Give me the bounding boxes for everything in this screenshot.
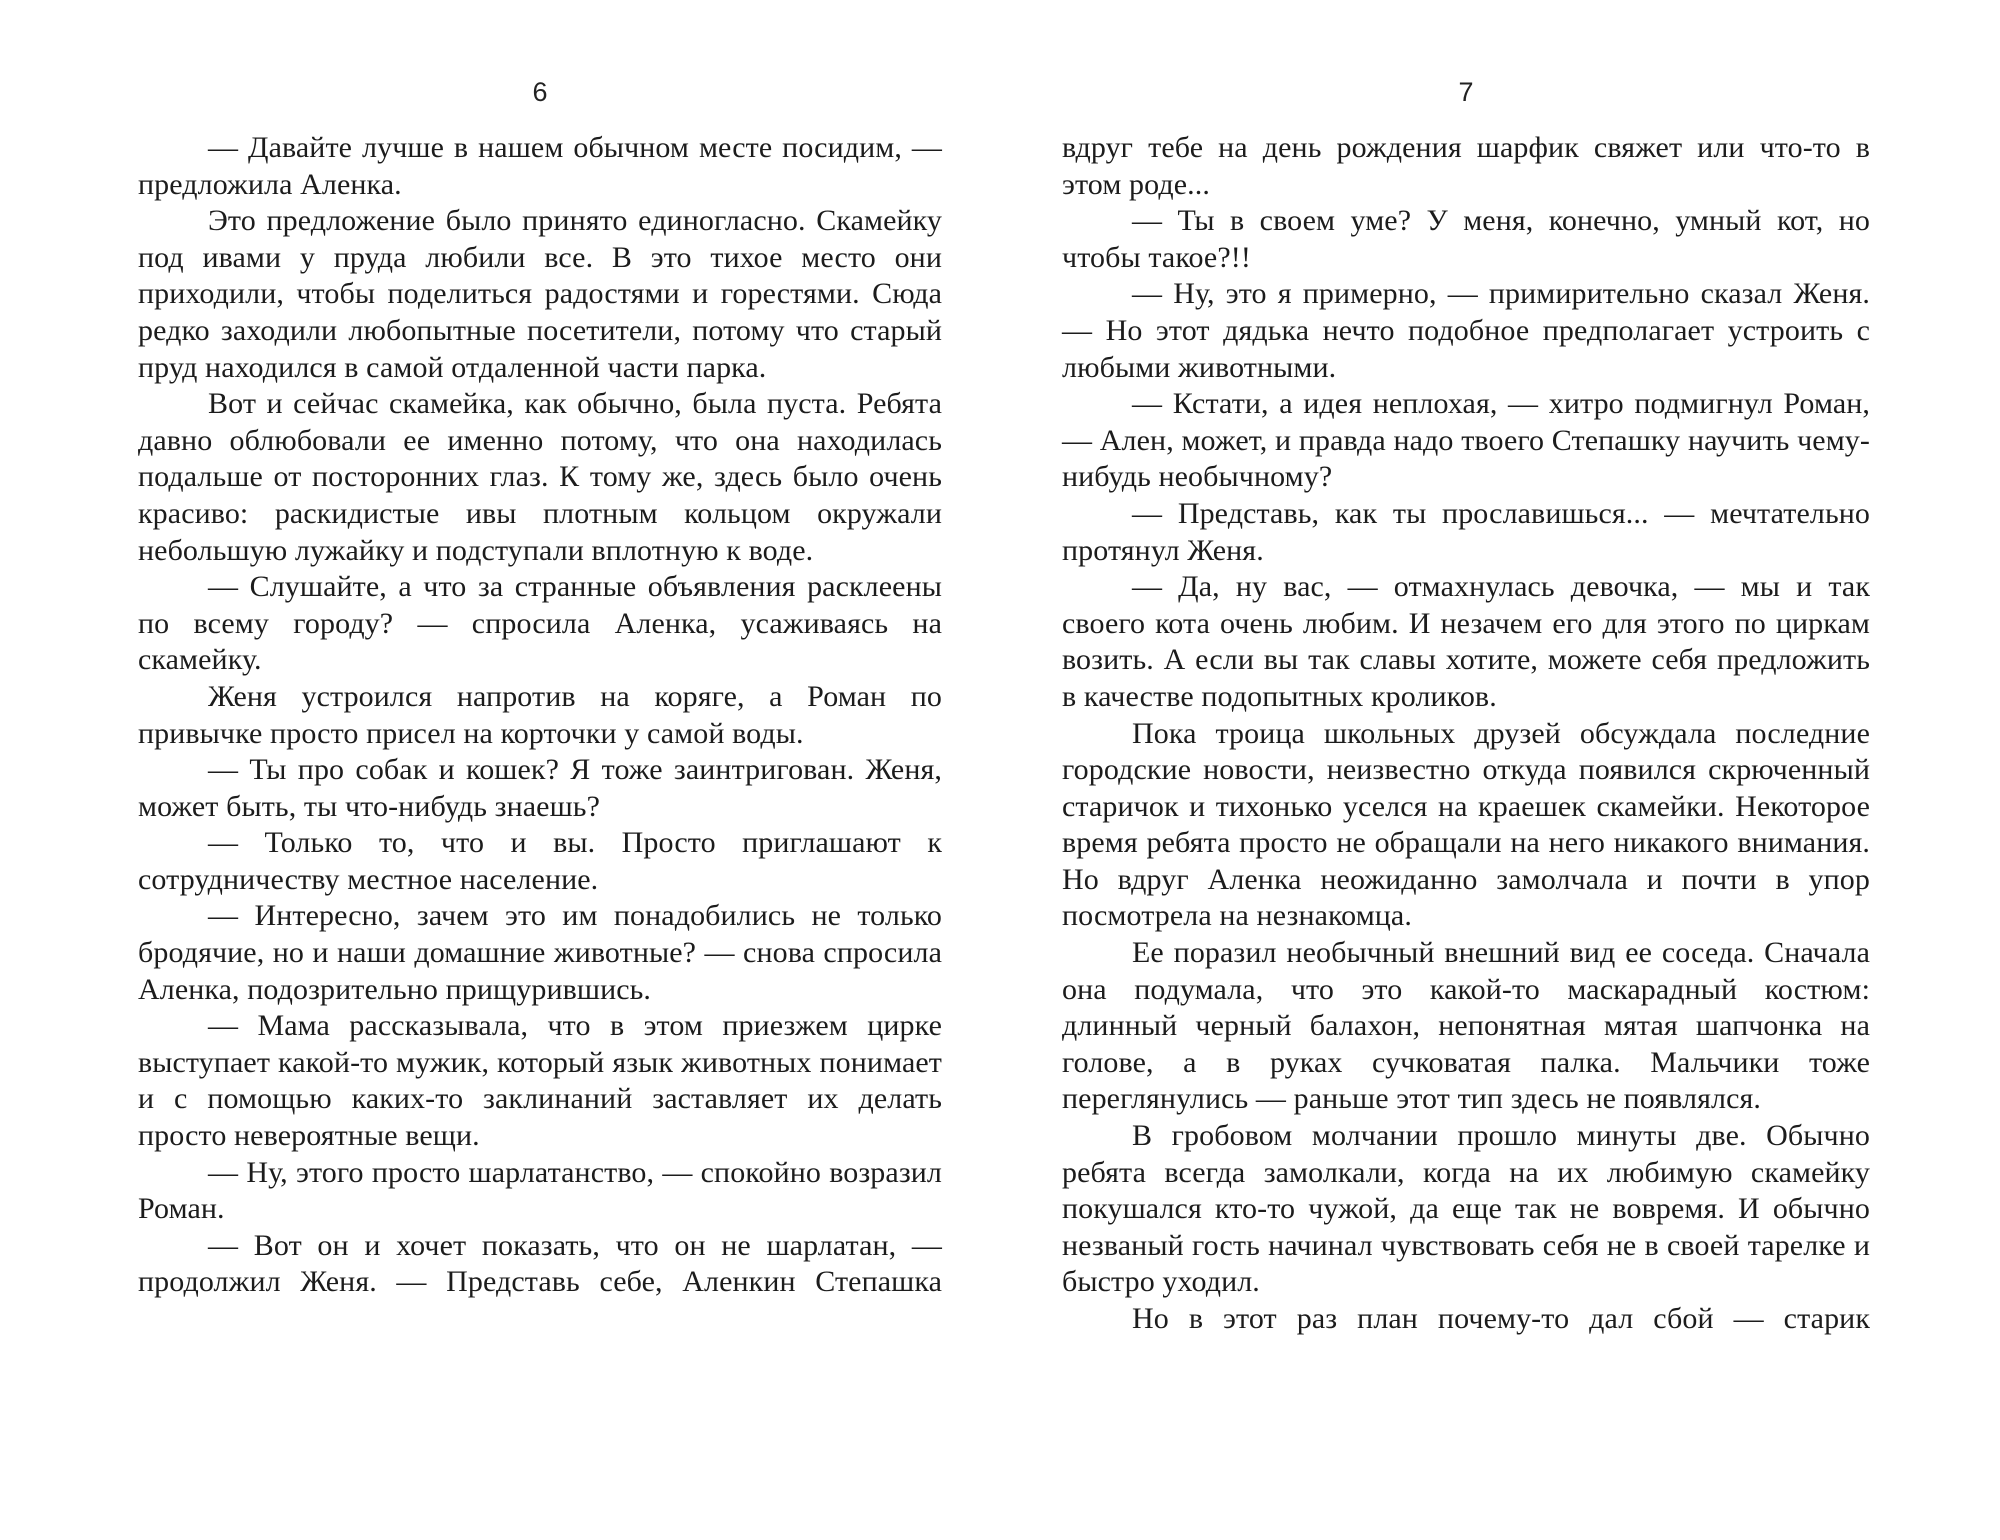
paragraph: — Представь, как ты прославишься... — мечтательно протянул Женя. (1062, 496, 1870, 567)
paragraph: вдруг тебе на день рождения шарфик свяжет или что-то в этом роде... (1062, 131, 1870, 201)
paragraph: — Ну, этого просто шарлатанство, — спокойно возразил Роман. (138, 1155, 942, 1226)
paragraph: — Ну, это я примерно, — примирительно сказал Женя. — Но этот дядька нечто подобное предполагает устроить с любыми животными. (1062, 277, 1870, 384)
paragraph: — Интересно, зачем это им понадобились не только бродячие, но и наши домашние животные? — снова спросила Аленка, подозрительно прищурившись. (138, 899, 942, 1006)
page-number: 6 (532, 77, 548, 107)
paragraph: Это предложение было принято единогласно. Скамейку под ивами у пруда любили все. В это тихое место они приходили, чтобы поделиться радостями и горестями. Сюда редко заходили любопытные посетители, потому что старый пруд находился в самой отдаленной части парка. (138, 204, 942, 384)
paragraph: Но в этот раз план почему-то дал сбой — старик (1132, 1302, 1870, 1335)
paragraph: Ее поразил необычный внешний вид ее соседа. Сначала она подумала, что это какой-то маскарадный костюм: длинный черный балахон, непонятная мятая шапчонка на голове, а в руках сучковатая палка. Мальчики тоже переглянулись — раньше этот тип здесь не появлялся. (1062, 936, 1870, 1116)
paragraph: Женя устроился напротив на коряге, а Роман по привычке просто присел на корточки у самой воды. (138, 679, 942, 750)
page-text (138, 130, 942, 1301)
paragraph: — Кстати, а идея неплохая, — хитро подмигнул Роман, — Ален, может, и правда надо твоего Степашку научить чему-нибудь необычному? (1062, 387, 1870, 494)
paragraph: — Ты в своем уме? У меня, конечно, умный кот, но чтобы такое?!! (1062, 204, 1870, 274)
paragraph: — Слушайте, а что за странные объявления расклеены по всему городу? — спросила Аленка, усаживаясь на скамейку. (138, 570, 942, 677)
page-number: 7 (1458, 77, 1474, 107)
paragraph: — Давайте лучше в нашем обычном месте посидим, — предложила Аленка. (138, 131, 942, 201)
paragraph: — Мама рассказывала, что в этом приезжем цирке выступает какой-то мужик, который язык животных понимает и с помощью каких-то заклинаний заставляет их делать просто невероятные вещи. (138, 1009, 942, 1153)
paragraph: Вот и сейчас скамейка, как обычно, была пуста. Ребята давно облюбовали ее именно потому, что она находилась подальше от посторонних глаз. К тому же, здесь было очень красиво: раскидистые ивы плотным кольцом окружали небольшую лужайку и подступали вплотную к воде. (138, 387, 942, 567)
page-text (1062, 130, 1870, 1338)
right-page (1062, 0, 1870, 1540)
paragraph: — Только то, что и вы. Просто приглашают к сотрудничеству местное население. (138, 826, 942, 896)
paragraph: — Ты про собак и кошек? Я тоже заинтригован. Женя, может быть, ты что-нибудь знаешь? (138, 753, 942, 823)
paragraph: — Вот он и хочет показать, что он не шарлатан, — продолжил Женя. — Представь себе, Аленкин Степашка (138, 1228, 942, 1299)
left-page (138, 0, 942, 1540)
paragraph: В гробовом молчании прошло минуты две. Обычно ребята всегда замолкали, когда на их любимую скамейку покушался кто-то чужой, да еще так не вовремя. И обычно незваный гость начинал чувствовать себя не в своей тарелке и быстро уходил. (1062, 1119, 1870, 1299)
paragraph: Пока троица школьных друзей обсуждала последние городские новости, неизвестно откуда появился скрюченный старичок и тихонько уселся на краешек скамейки. Некоторое время ребята просто не обращали на него никакого внимания. Но вдруг Аленка неожиданно замолчала и почти в упор посмотрела на незнакомца. (1062, 716, 1870, 933)
paragraph: — Да, ну вас, — отмахнулась девочка, — мы и так своего кота очень любим. И незачем его для этого по циркам возить. А если вы так славы хотите, можете себя предложить в качестве подопытных кроликов. (1062, 570, 1870, 713)
